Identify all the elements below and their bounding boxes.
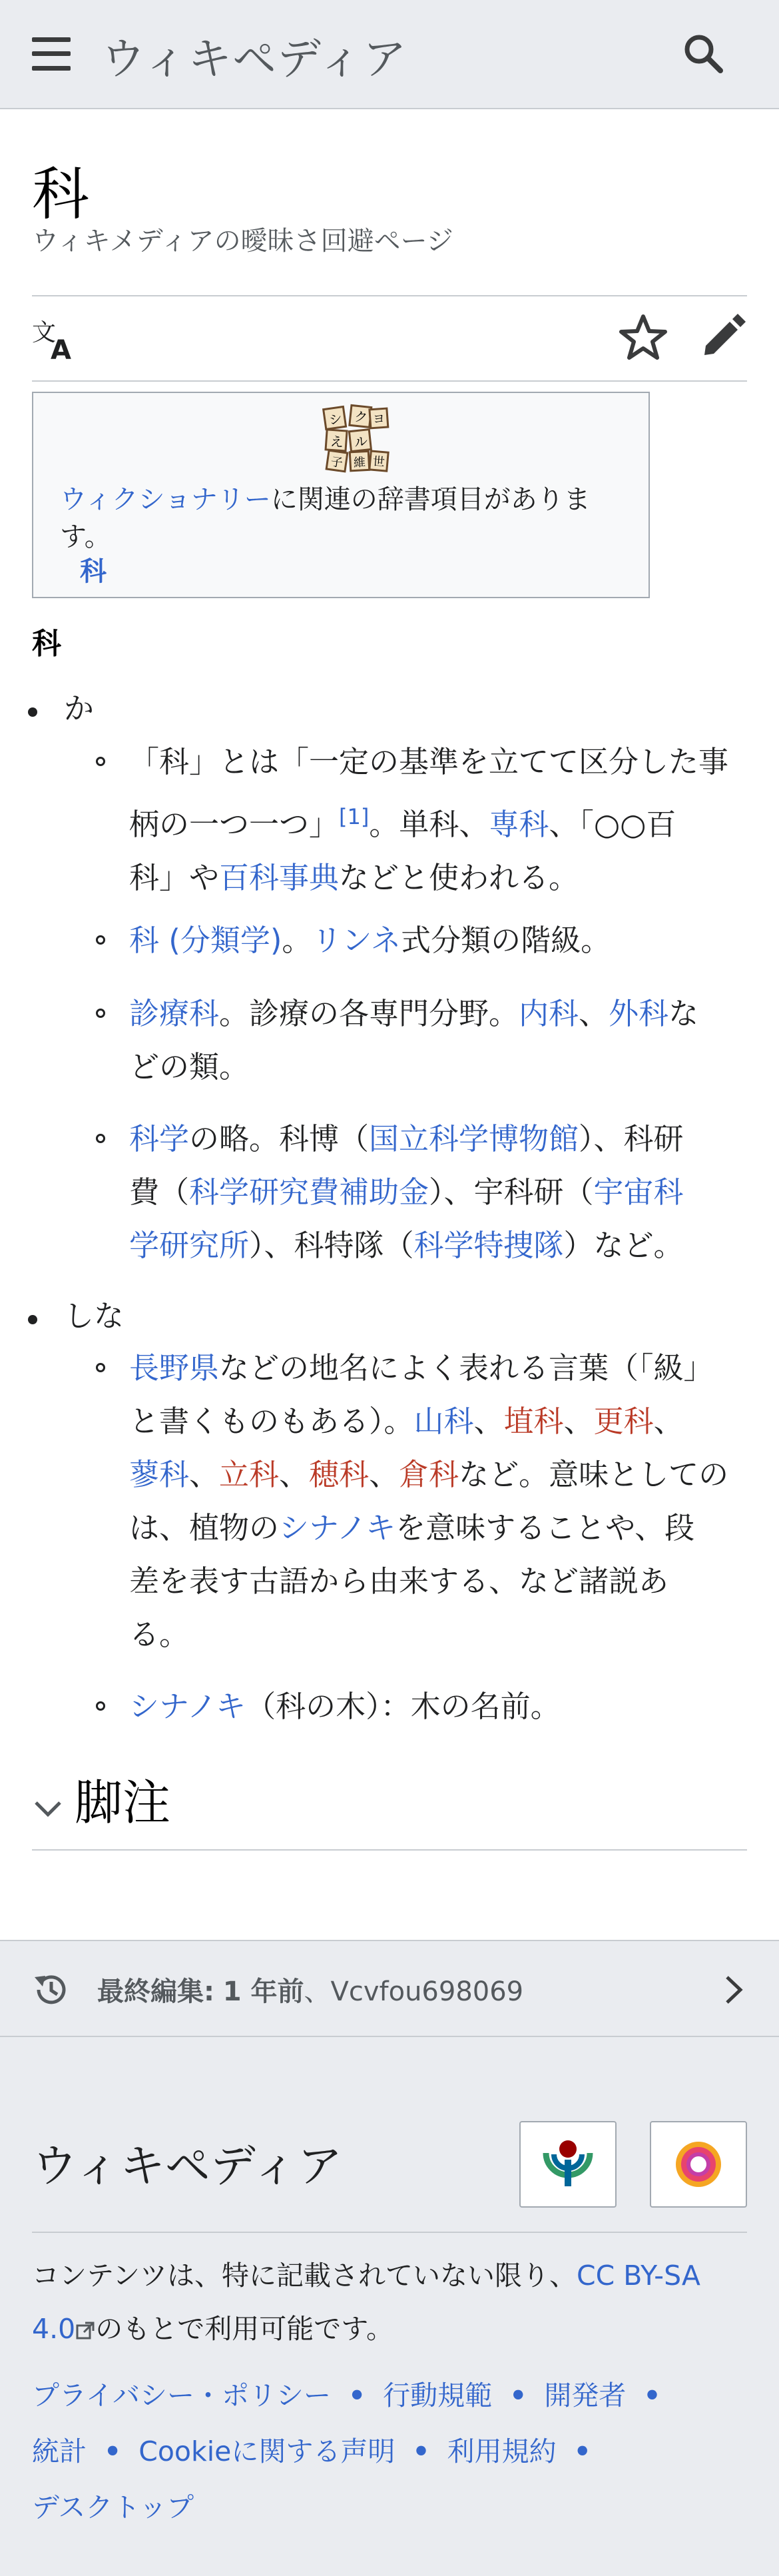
link-hoshina[interactable]: 穂科 (309, 1457, 370, 1492)
footer (0, 2037, 779, 2576)
section-term: 科 (32, 627, 61, 661)
history-icon (32, 1970, 71, 2009)
link-yamashina[interactable]: 山科 (413, 1404, 474, 1439)
svg-text:文: 文 (32, 319, 57, 346)
svg-text:ク: ク (354, 408, 369, 426)
chevron-down-icon (32, 1792, 64, 1824)
list-item-ka-1: 「科」とは「一定の基準を立てて区分した事 柄の一つ一つ」[1]。単科、専科、「○○百 科」や百科事典などと使われる。 (129, 744, 729, 895)
last-edited-text: 最終編集: 1 年前、Vcvfou698069 (97, 1976, 524, 2007)
mediawiki-badge[interactable] (650, 2121, 747, 2208)
sub-bullet-marker (96, 1134, 105, 1143)
last-editor-name[interactable]: Vcvfou698069 (330, 1976, 524, 2007)
link-sarashina[interactable]: 更科 (593, 1404, 654, 1439)
link-kagaku-tokusotai[interactable]: 科学特捜隊 (413, 1228, 564, 1263)
link-ka-taxonomy[interactable]: 科 (分類学) (129, 923, 282, 958)
license-link[interactable]: CC BY-SA (576, 2260, 700, 2292)
footer-link-privacy[interactable]: プライバシー・ポリシー (32, 2379, 331, 2411)
license-link-version[interactable]: 4.0 (32, 2313, 76, 2345)
list-item-ka-3: 診療科。診療の各専門分野。内科、外科な どの類。 (129, 996, 699, 1084)
link-tateshina[interactable]: 蓼科 (129, 1457, 190, 1492)
link-hyakka-jiten[interactable]: 百科事典 (219, 860, 340, 895)
footer-wordmark: ウィキペディア (32, 2140, 343, 2193)
wikimedia-foundation-badge[interactable] (519, 2121, 617, 2208)
svg-text:え: え (330, 433, 344, 450)
license-text: コンテンツは、特に記載されていない限り、CC BY-SA 4.0 のもとで利用可能です。 (32, 2260, 700, 2345)
wiktionary-logo-icon (317, 400, 390, 473)
wiktionary-box (32, 392, 650, 598)
svg-text:世: 世 (372, 454, 386, 470)
svg-text:ヨ: ヨ (372, 412, 386, 427)
edit-pencil-icon[interactable] (700, 312, 747, 359)
svg-text:シ: シ (328, 410, 344, 428)
svg-text:子: 子 (330, 454, 344, 471)
link-geka[interactable]: 外科 (609, 996, 669, 1031)
list-item-shina-2: シナノキ（科の木）：木の名前。 (129, 1689, 561, 1724)
sub-bullet-marker (96, 1701, 105, 1711)
link-tateshina-2[interactable]: 立科 (219, 1457, 280, 1492)
external-link-icon (75, 2321, 95, 2341)
footer-link-terms[interactable]: 利用規約 (447, 2435, 557, 2467)
list-item-shina-1: 長野県などの地名によく表れる言葉（「級」 と書くものもある）。山科、埴科、更科、 蓼科、立科、穂科、倉科など。意味としての は、植物のシナノキを意味することや、段 差を表す古語から由来する、など諸説あ る。 (129, 1350, 729, 1652)
menu-icon[interactable] (32, 37, 71, 71)
footer-link-conduct[interactable]: 行動規範 (383, 2379, 493, 2411)
sub-bullet-marker (96, 757, 105, 766)
link-shinanoki-2[interactable]: シナノキ (129, 1689, 246, 1724)
footnotes-heading: 脚注 (75, 1775, 171, 1831)
link-naika[interactable]: 内科 (519, 996, 579, 1031)
link-kagaku[interactable]: 科学 (129, 1121, 190, 1156)
footnotes-section-toggle[interactable] (32, 1757, 747, 1851)
bullet-marker (28, 707, 37, 717)
link-isas-2[interactable]: 学研究所 (129, 1228, 250, 1263)
footer-links: プライバシー・ポリシー • 行動規範 • 開発者 • 統計 • Cookieに関する声明 • 利用規約 • デスクトップ (32, 2379, 661, 2523)
link-kahaku[interactable]: 国立科学博物館 (369, 1121, 579, 1156)
link-shinanoki[interactable]: シナノキ (279, 1510, 396, 1545)
language-icon[interactable] (32, 315, 79, 362)
list-item-shina: しな (64, 1298, 125, 1334)
footer-link-stats[interactable]: 統計 (32, 2435, 87, 2467)
link-senka[interactable]: 専科 (489, 807, 549, 842)
list-item-ka-4: 科学の略。科博（国立科学博物館）、科研 費（科学研究費補助金）、宇科研（宇宙科 学研究所）、科特隊（科学特捜隊）など。 (129, 1121, 684, 1263)
footer-link-developers[interactable]: 開発者 (544, 2379, 627, 2411)
list-item-ka: か (64, 691, 95, 726)
link-shinryoka[interactable]: 診療科 (129, 996, 220, 1031)
wiktionary-term-link[interactable]: 科 (80, 556, 107, 587)
search-icon[interactable] (682, 32, 726, 76)
svg-text:維: 維 (353, 455, 366, 470)
footer-link-desktop[interactable]: デスクトップ (32, 2491, 194, 2523)
page-actions (32, 295, 747, 382)
list-item-ka-2: 科 (分類学)。リンネ式分類の階級。 (129, 923, 611, 958)
link-nagano[interactable]: 長野県 (129, 1350, 220, 1386)
link-kakenhi[interactable]: 科学研究費補助金 (189, 1174, 429, 1210)
last-edited-bar[interactable] (0, 1940, 779, 2037)
sub-bullet-marker (96, 1009, 105, 1018)
wiktionary-text: ウィクショナリーに関連の辞書項目がありま す。 (60, 484, 591, 552)
sub-bullet-marker (96, 935, 105, 945)
wiktionary-link[interactable]: ウィクショナリー (60, 484, 271, 515)
link-linne[interactable]: リンネ (312, 923, 401, 958)
top-bar (0, 0, 779, 109)
wikipedia-wordmark[interactable]: ウィキペディア (101, 33, 407, 85)
footer-link-cookie[interactable]: Cookieに関する声明 (138, 2435, 395, 2467)
wikimedia-logo-icon (521, 2122, 615, 2206)
page-title: 科 (32, 161, 89, 228)
svg-text:A: A (51, 335, 71, 362)
mediawiki-logo-icon (651, 2122, 746, 2206)
chevron-right-icon (720, 1973, 747, 2006)
page-subtitle: ウィキメディアの曖昧さ回避ページ (32, 226, 453, 256)
bullet-marker (28, 1315, 37, 1324)
reference-link[interactable]: [1] (339, 804, 370, 829)
link-kurashina[interactable]: 倉科 (399, 1457, 459, 1492)
star-icon[interactable] (618, 312, 668, 363)
link-hanishina[interactable]: 埴科 (503, 1404, 564, 1439)
sub-bullet-marker (96, 1363, 105, 1372)
link-isas-1[interactable]: 宇宙科 (593, 1174, 684, 1210)
footer-divider (32, 2232, 747, 2233)
svg-text:ル: ル (353, 433, 369, 450)
